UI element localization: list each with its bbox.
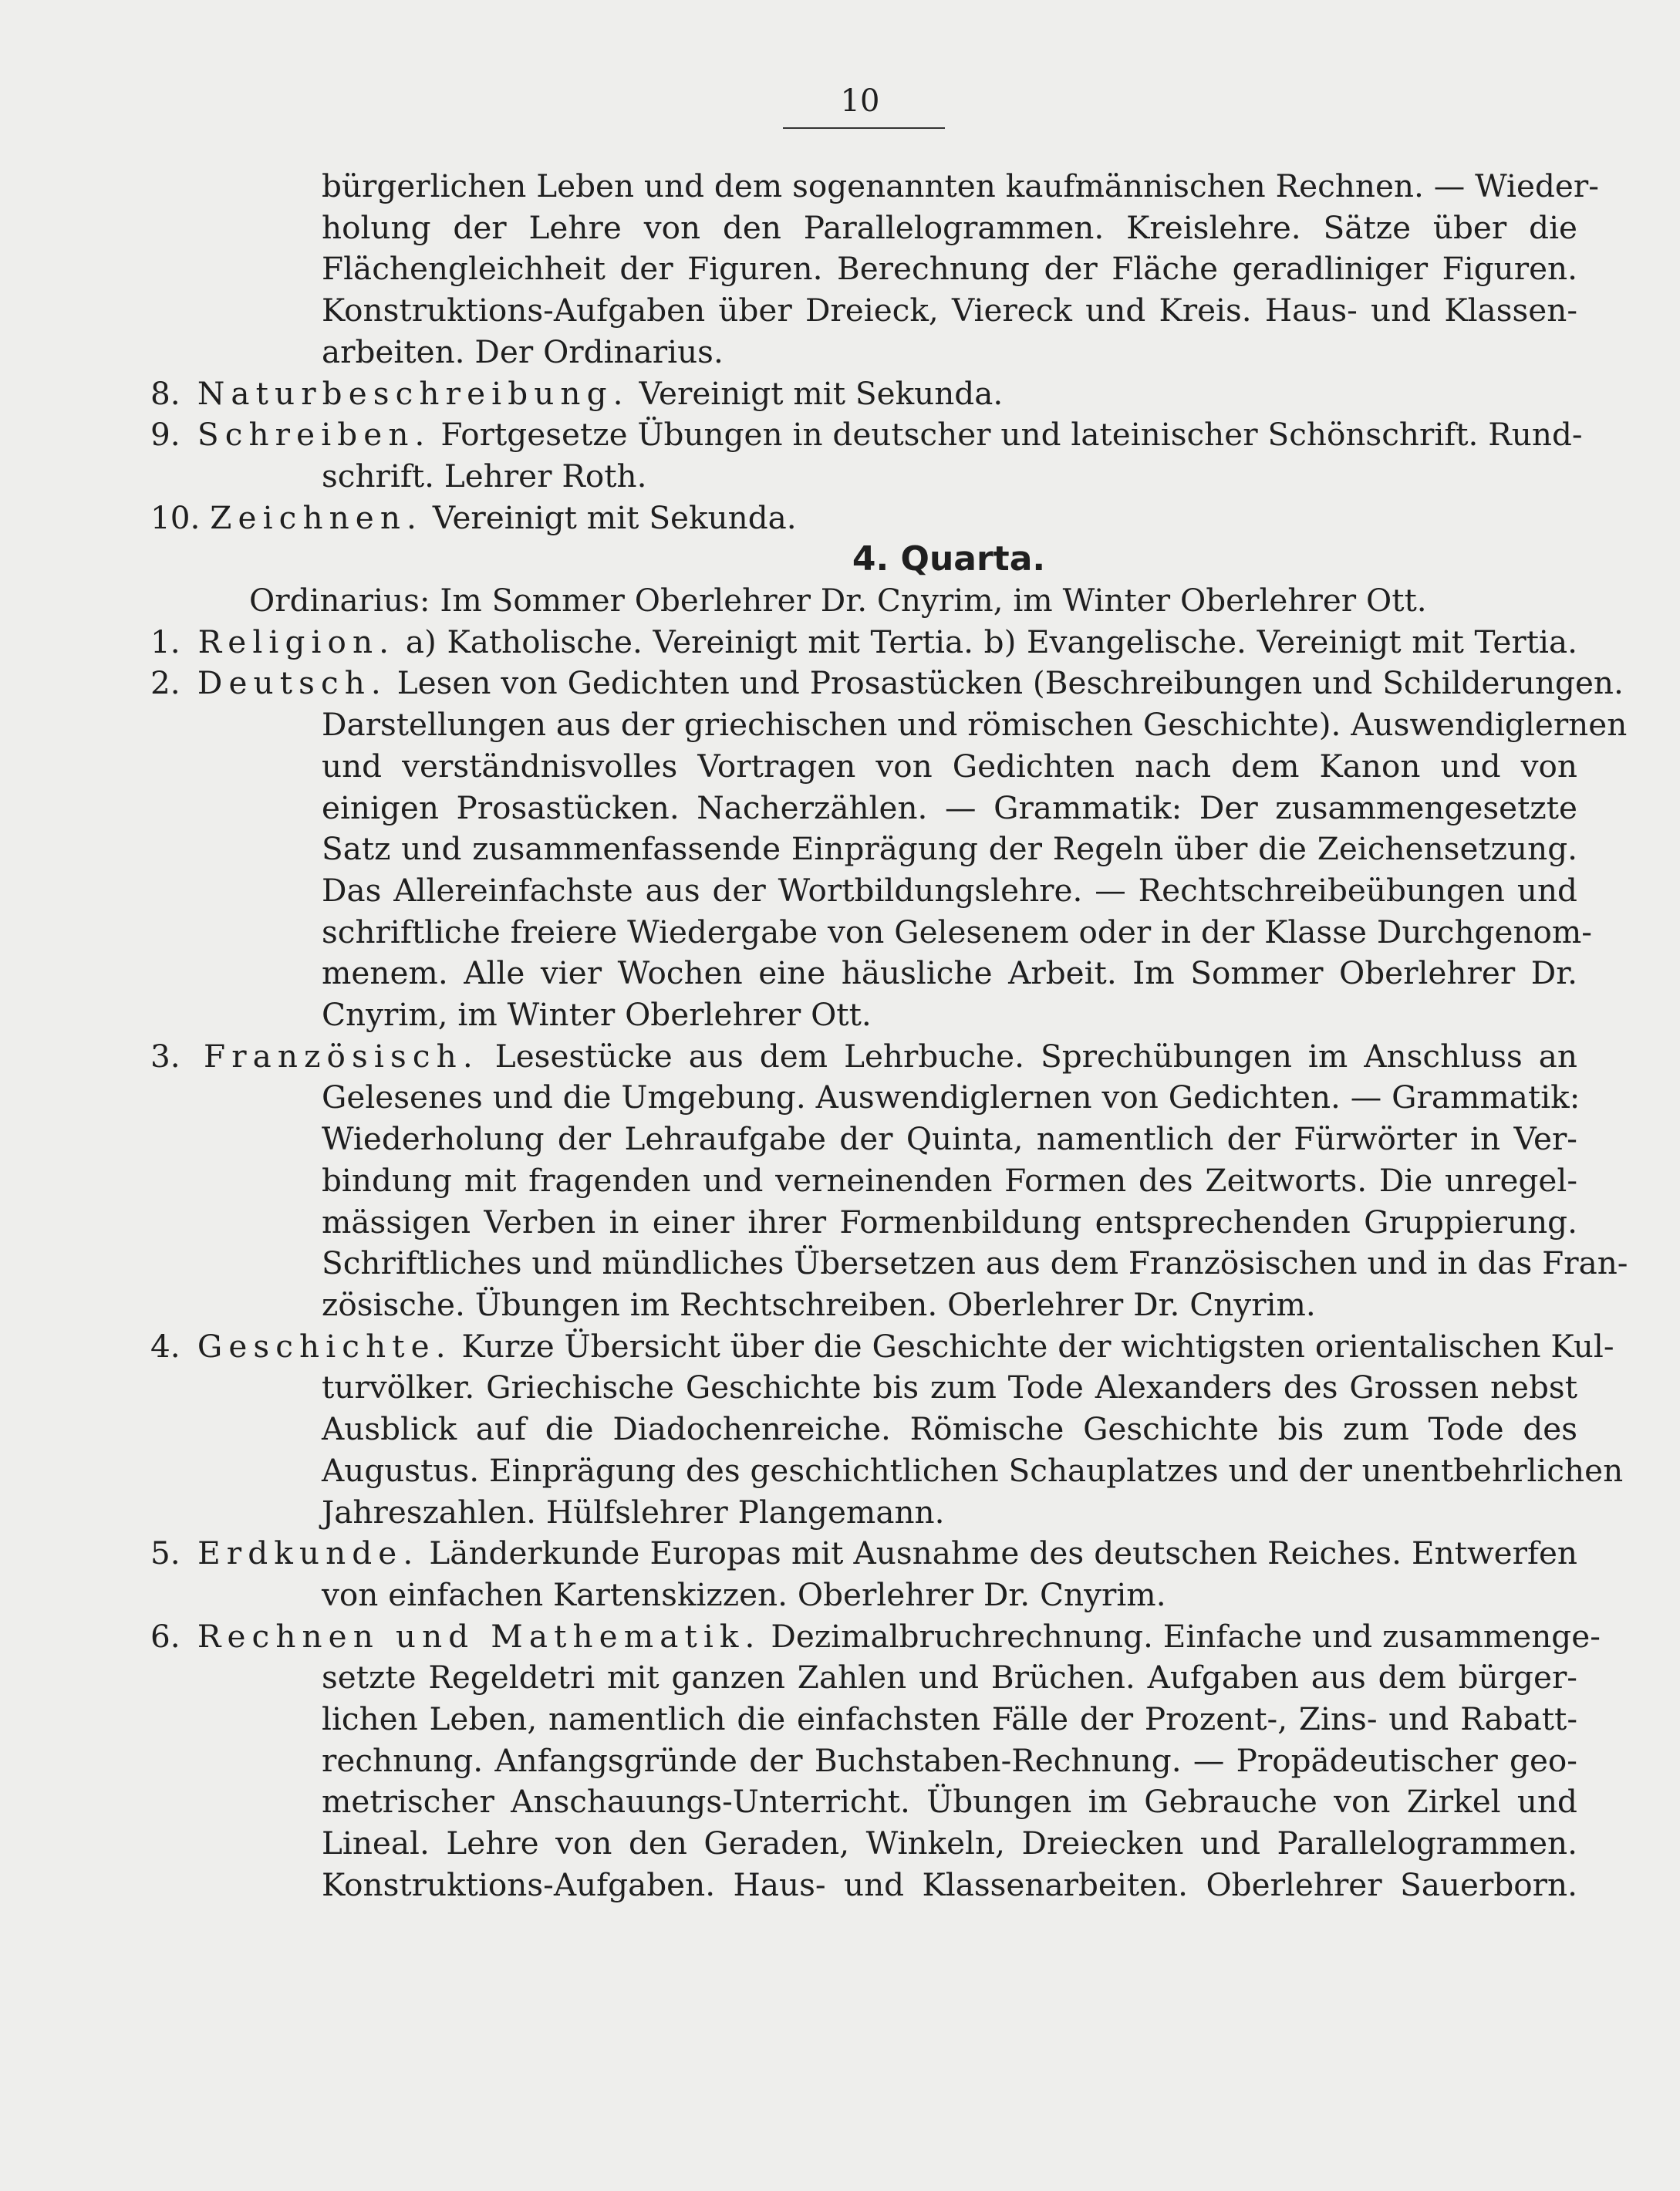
item-number: 5. [150, 1534, 180, 1572]
page-body [150, 166, 1628, 1906]
subject-description: Vereinigt mit Sekunda. [629, 374, 1004, 412]
subject-line [150, 1036, 1577, 1078]
subject-name: Geschichte. [197, 1327, 452, 1365]
subject-name: Französisch. [204, 1037, 479, 1075]
subject-line [150, 622, 1577, 663]
item-number: 2. [150, 664, 180, 702]
subject-line [150, 373, 1577, 415]
subject-name: Rechnen und Mathematik. [197, 1617, 761, 1655]
text-line: Wiederholung der Lehraufgabe der Quinta, namentlich der Fürwörter in Ver- [322, 1120, 1577, 1158]
text-line: einigen Prosastücken. Nacherzählen. — Grammatik: Der zusammengesetzte [322, 788, 1577, 826]
text-line: Jahreszahlen. Hülfslehrer Plangemann. [322, 1493, 945, 1531]
subject-name: Schreiben. [197, 416, 431, 454]
text-line: Darstellungen aus der griechischen und römischen Geschichte). Auswendiglernen [322, 706, 1628, 744]
subject-name: Religion. [197, 623, 396, 660]
header-rule [783, 127, 945, 129]
text-line: bindung mit fragenden und verneinenden Formen des Zeitworts. Die unregel- [322, 1161, 1577, 1199]
item-number: 1. [150, 623, 180, 660]
text-line: zösische. Übungen im Rechtschreiben. Oberlehrer Dr. Cnyrim. [322, 1285, 1316, 1323]
text-line: und verständnisvolles Vortragen von Gedichten nach dem Kanon und von [322, 747, 1577, 785]
text-line: Ausblick auf die Diadochenreiche. Römische Geschichte bis zum Tode des [322, 1410, 1577, 1448]
text-line: holung der Lehre von den Parallelogrammen. Kreislehre. Sätze über die [322, 208, 1577, 246]
subject-description: Dezimalbruchrechnung. Einfache und zusammenge- [761, 1617, 1601, 1655]
text-line: Das Allereinfachste aus der Wortbildungslehre. — Rechtschreibeübungen und [322, 871, 1577, 909]
text-line: turvölker. Griechische Geschichte bis zum Tode Alexanders des Grossen nebst [322, 1369, 1577, 1406]
subject-description: Lesen von Gedichten und Prosastücken (Beschreibungen und Schilderungen. [386, 664, 1624, 702]
text-line: Konstruktions-Aufgaben. Haus- und Klassenarbeiten. Oberlehrer Sauerborn. [322, 1865, 1577, 1903]
text-line: metrischer Anschauungs-Unterricht. Übungen im Gebrauche von Zirkel und [322, 1783, 1577, 1821]
item-number: 3. [150, 1037, 180, 1075]
subject-description: Kurze Übersicht über die Geschichte der wichtigsten orientalischen Kul- [451, 1327, 1614, 1365]
text-line: Augustus. Einprägung des geschichtlichen Schauplatzes und der unentbehrlichen [322, 1451, 1624, 1489]
subject-description: Länderkunde Europas mit Ausnahme des deutschen Reiches. Entwerfen [419, 1534, 1577, 1572]
text-line: von einfachen Kartenskizzen. Oberlehrer Dr. Cnyrim. [322, 1575, 1166, 1613]
subject-description: Lesestücke aus dem Lehrbuche. Sprechübungen im Anschluss an [478, 1037, 1578, 1075]
subject-description: Fortgesetze Übungen in deutscher und lateinischer Schönschrift. Rund- [430, 416, 1583, 454]
subject-description: Vereinigt mit Sekunda. [423, 498, 797, 536]
subject-name: Zeichnen. [210, 498, 423, 536]
text-line: schriftliche freiere Wiedergabe von Gelesenem oder in der Klasse Durchgenom- [322, 913, 1592, 950]
item-number: 4. [150, 1327, 180, 1365]
text-line: lichen Leben, namentlich die einfachsten Fälle der Prozent-, Zins- und Rabatt- [322, 1700, 1577, 1738]
subject-line [150, 414, 1583, 456]
subject-line [150, 498, 1577, 539]
subject-name: Naturbeschreibung. [197, 374, 629, 412]
subject-line [150, 1533, 1577, 1575]
text-line: setzte Regeldetri mit ganzen Zahlen und Brüchen. Aufgaben aus dem bürger- [322, 1659, 1577, 1696]
item-number: 9. [150, 416, 180, 454]
subject-line [150, 663, 1624, 704]
subject-name: Deutsch. [197, 664, 387, 702]
subject-description: a) Katholische. Vereinigt mit Tertia. b) Evangelische. Vereinigt mit Tertia. [395, 623, 1577, 660]
section-heading: 4. Quarta. [852, 539, 1046, 579]
text-line: Gelesenes und die Umgebung. Auswendiglernen von Gedichten. — Grammatik: [322, 1079, 1580, 1116]
text-line: bürgerlichen Leben und dem sogenannten kaufmännischen Rechnen. — Wieder- [322, 167, 1599, 204]
text-line: arbeiten. Der Ordinarius. [322, 333, 724, 370]
text-line: Schriftliches und mündliches Übersetzen aus dem Französischen und in das Fran- [322, 1244, 1628, 1282]
text-line: rechnung. Anfangsgründe der Buchstaben-Rechnung. — Propädeutischer geo- [322, 1741, 1577, 1779]
item-number: 6. [150, 1617, 180, 1655]
subject-name: Erdkunde. [197, 1534, 420, 1572]
page-number: 10 [840, 83, 880, 119]
text-line: schrift. Lehrer Roth. [322, 457, 647, 495]
subject-line [150, 1616, 1601, 1658]
text-line: Ordinarius: Im Sommer Oberlehrer Dr. Cnyrim, im Winter Oberlehrer Ott. [249, 582, 1427, 619]
item-number: 8. [150, 374, 180, 412]
subject-line [150, 1326, 1614, 1368]
text-line: mässigen Verben in einer ihrer Formenbildung entsprechenden Gruppierung. [322, 1203, 1577, 1241]
text-line: Cnyrim, im Winter Oberlehrer Ott. [322, 996, 872, 1034]
text-line: menem. Alle vier Wochen eine häusliche Arbeit. Im Sommer Oberlehrer Dr. [322, 954, 1577, 992]
item-number: 10. [150, 498, 201, 536]
text-line: Satz und zusammenfassende Einprägung der Regeln über die Zeichensetzung. [322, 830, 1577, 868]
text-line: Lineal. Lehre von den Geraden, Winkeln, Dreiecken und Parallelogrammen. [322, 1825, 1577, 1862]
text-line: Flächengleichheit der Figuren. Berechnung der Fläche geradliniger Figuren. [322, 250, 1577, 288]
text-line: Konstruktions-Aufgaben über Dreieck, Viereck und Kreis. Haus- und Klassen- [322, 292, 1577, 329]
